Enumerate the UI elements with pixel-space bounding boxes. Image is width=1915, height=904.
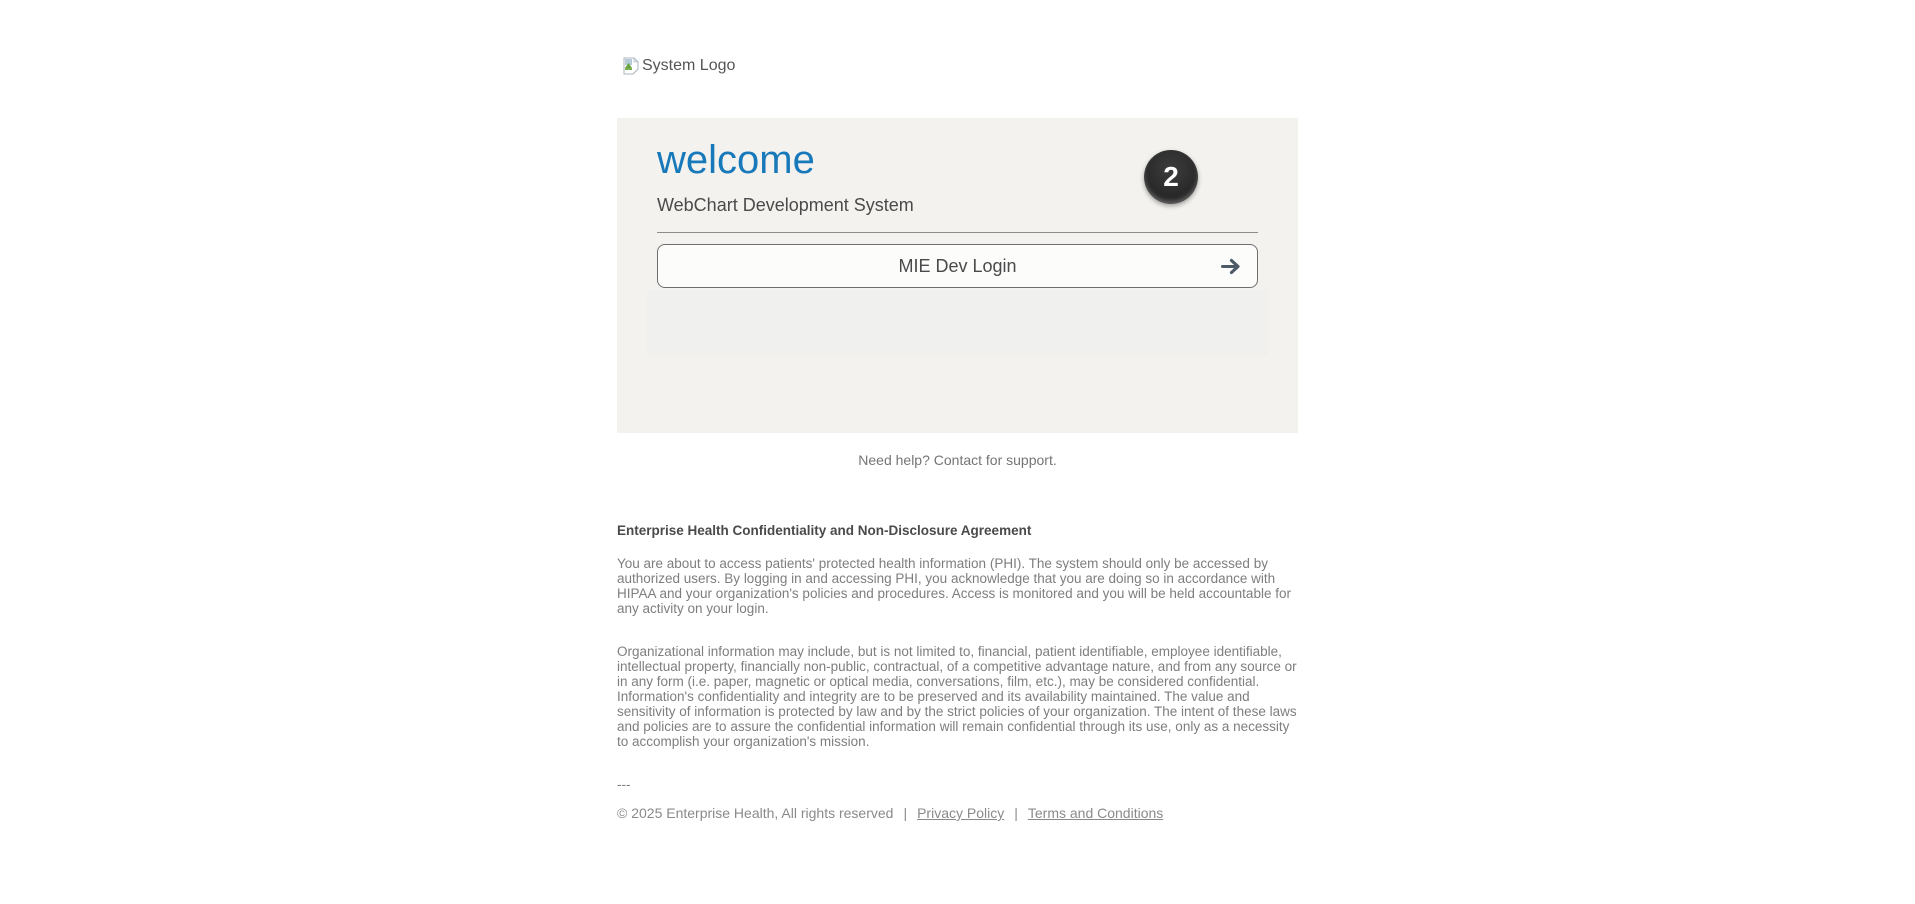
system-name-subtitle: WebChart Development System <box>657 195 914 215</box>
terms-and-conditions-link[interactable]: Terms and Conditions <box>1027 805 1164 821</box>
welcome-heading: welcome <box>657 138 815 182</box>
card-divider <box>657 232 1258 233</box>
copyright-text: © 2025 Enterprise Health, All rights reserved <box>617 805 894 821</box>
footer <box>617 805 1298 821</box>
step-count-badge: 2 <box>1144 150 1198 204</box>
privacy-policy-link[interactable]: Privacy Policy <box>917 805 1005 821</box>
system-logo-alt-text: System Logo <box>642 57 736 74</box>
agreement-paragraph: Organizational information may include, but is not limited to, financial, patient identifiable, employee identifiable, intellectual property, financially non-public, contractual, of a competitive advantage nature, and from any source or in any form (i.e. paper, magnetic or optical media, conversations, film, etc.), may be considered confidential. Information's confidentiality and integrity are to be preserved and its availability maintained. The value and sensitivity of information is protected by law and by the strict policies of your organization. The intent of these laws and policies are to assure the confidential information will remain confidential through its use, only as a necessity to accomplish your organization's mission. <box>617 644 1297 749</box>
footer-separator: | <box>1014 805 1018 821</box>
login-card <box>617 118 1298 433</box>
mie-dev-login-label: MIE Dev Login <box>898 255 1017 276</box>
broken-image-icon <box>623 57 639 75</box>
help-text: Need help? Contact for support. <box>858 452 1057 468</box>
agreement-title: Enterprise Health Confidentiality and Non-Disclosure Agreement <box>617 523 1032 538</box>
footer-separator: | <box>903 805 908 821</box>
agreement-end-dashes: --- <box>617 777 631 792</box>
agreement-paragraph: You are about to access patients' protected health information (PHI). The system should only be accessed by authorized users. By logging in and accessing PHI, you acknowledge that you are doing so in accordance with HIPAA and your organization's policies and procedures. Access is monitored and you will be held accountable for any activity on your login. <box>617 556 1291 616</box>
agreement-section <box>617 523 1298 792</box>
arrow-right-icon <box>1221 258 1241 275</box>
system-logo <box>623 56 1298 76</box>
mie-dev-login-button[interactable] <box>657 244 1258 288</box>
login-form-panel <box>647 290 1268 355</box>
main-column <box>617 56 1298 821</box>
